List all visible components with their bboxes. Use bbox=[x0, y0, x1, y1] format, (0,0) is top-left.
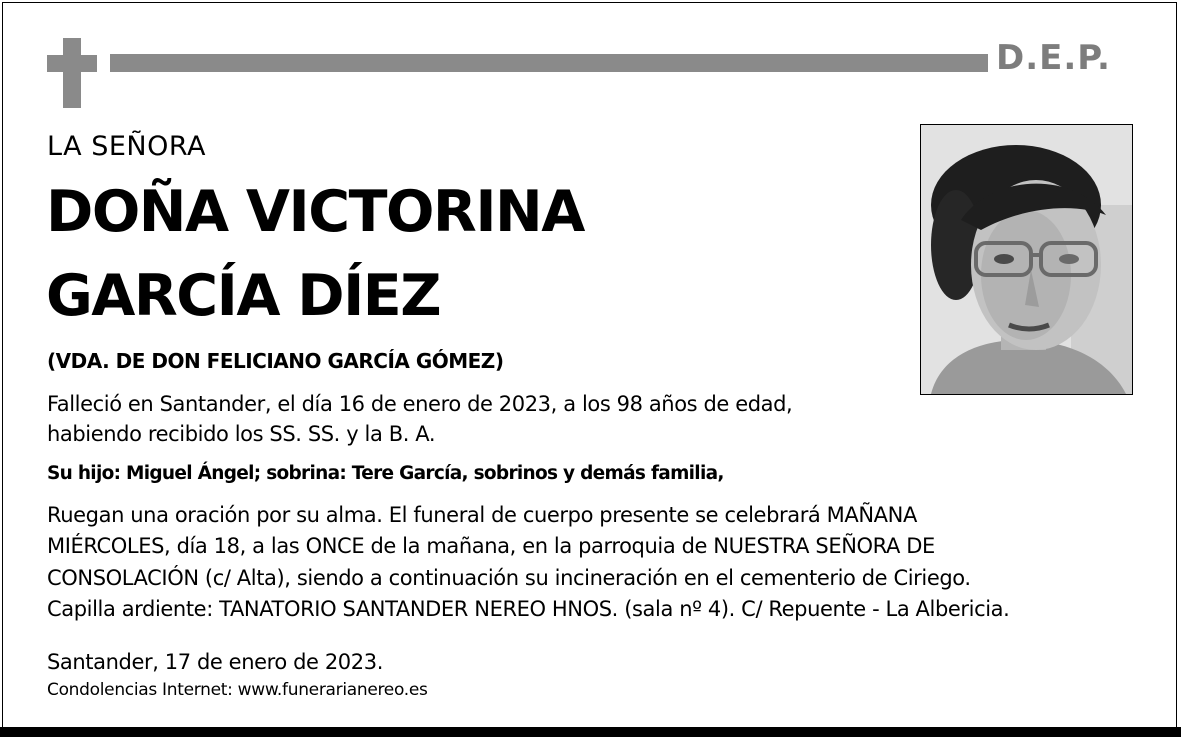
deceased-name-line2: GARCÍA DÍEZ bbox=[46, 263, 441, 329]
funeral-line-4: Capilla ardiente: TANATORIO SANTANDER NEREO HNOS. (sala nº 4). C/ Repuente - La Albericia. bbox=[47, 597, 1010, 621]
dep-label: D.E.P. bbox=[996, 38, 1111, 78]
cross-icon-bar bbox=[47, 55, 97, 72]
funeral-line-2: MIÉRCOLES, día 18, a las ONCE de la mañana, en la parroquia de NUESTRA SEÑORA DE bbox=[47, 534, 935, 558]
bottom-rule bbox=[0, 727, 1181, 737]
widow-of-line: (VDA. DE DON FELICIANO GARCÍA GÓMEZ) bbox=[47, 349, 504, 373]
header-rule bbox=[110, 54, 988, 72]
death-line-2: habiendo recibido los SS. SS. y la B. A. bbox=[47, 422, 436, 446]
portrait-photo bbox=[920, 124, 1133, 395]
condolences-line: Condolencias Internet: www.funerarianereo.es bbox=[47, 680, 428, 700]
funeral-line-3: CONSOLACIÓN (c/ Alta), siendo a continuación su incineración en el cementerio de Ciriego. bbox=[47, 566, 971, 590]
portrait-illustration bbox=[921, 125, 1132, 394]
date-line: Santander, 17 de enero de 2023. bbox=[47, 650, 383, 674]
death-line-1: Falleció en Santander, el día 16 de enero de 2023, a los 98 años de edad, bbox=[47, 392, 793, 416]
cross-icon bbox=[63, 38, 81, 108]
deceased-name-line1: DOÑA VICTORINA bbox=[46, 179, 584, 245]
funeral-line-1: Ruegan una oración por su alma. El funeral de cuerpo presente se celebrará MAÑANA bbox=[47, 503, 917, 527]
title-prefix: LA SEÑORA bbox=[47, 131, 206, 162]
family-line: Su hijo: Miguel Ángel; sobrina: Tere García, sobrinos y demás familia, bbox=[47, 463, 724, 484]
